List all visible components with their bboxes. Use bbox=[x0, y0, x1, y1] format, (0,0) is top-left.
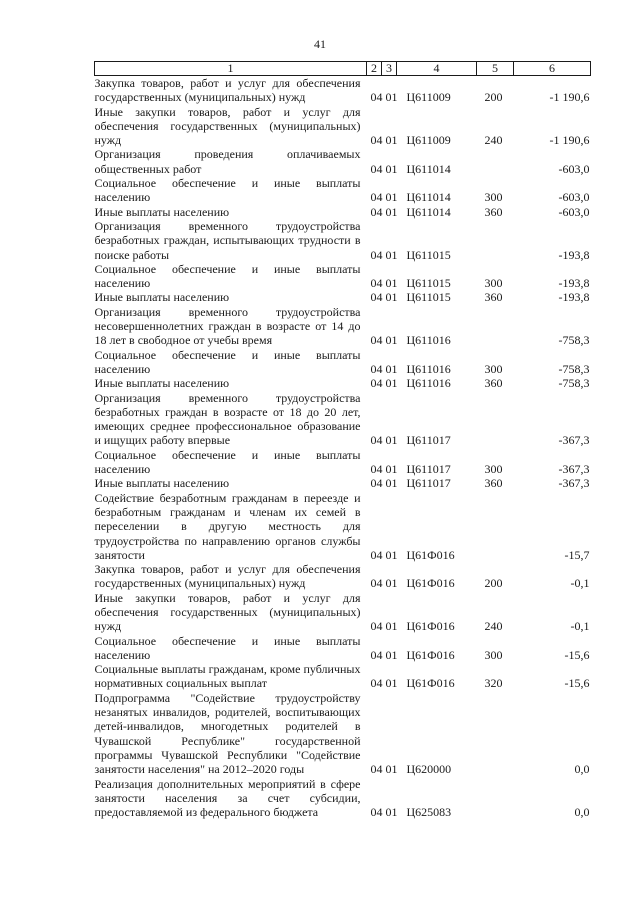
subsection-code: 01 bbox=[385, 476, 398, 491]
table-row bbox=[95, 391, 591, 448]
expense-type-code bbox=[477, 491, 514, 562]
amount: -15,7 bbox=[564, 547, 590, 562]
expense-type-code: 200 bbox=[484, 90, 503, 105]
item-name: Иные закупки товаров, работ и услуг для обеспечения государственных (муниципальных) нужд bbox=[94, 590, 361, 634]
subsection-code: 01 bbox=[385, 290, 398, 305]
section-code: 04 bbox=[370, 247, 383, 262]
header-col-4: 4 bbox=[397, 62, 477, 76]
amount: -15,6 bbox=[564, 647, 590, 662]
header-col-6: 6 bbox=[514, 62, 591, 76]
section-code: 04 bbox=[370, 290, 383, 305]
amount: -367,3 bbox=[558, 433, 590, 448]
section-code: 04 bbox=[370, 376, 383, 391]
target-article-code: Ц611009 bbox=[406, 90, 451, 105]
target-article-code: Ц61Ф016 bbox=[406, 647, 455, 662]
table-row bbox=[95, 562, 591, 591]
amount: -603,0 bbox=[558, 190, 590, 205]
target-article-code: Ц611015 bbox=[406, 247, 451, 262]
target-article-code: Ц611016 bbox=[406, 333, 451, 348]
table-row bbox=[95, 476, 591, 490]
target-article-code: Ц620000 bbox=[406, 762, 452, 777]
item-name: Социальное обеспечение и иные выплаты населению bbox=[94, 347, 361, 376]
subsection-code: 01 bbox=[385, 433, 398, 448]
amount: -367,3 bbox=[558, 462, 590, 477]
section-code: 04 bbox=[370, 333, 383, 348]
header-col-3: 3 bbox=[382, 62, 397, 76]
table-row bbox=[95, 777, 591, 820]
target-article-code: Ц61Ф016 bbox=[406, 676, 455, 691]
section-code: 04 bbox=[370, 361, 383, 376]
section-code: 04 bbox=[370, 805, 383, 820]
table-body bbox=[95, 76, 591, 820]
table-row bbox=[95, 634, 591, 663]
table-row bbox=[95, 491, 591, 562]
target-article-code: Ц611017 bbox=[406, 433, 451, 448]
section-code: 04 bbox=[370, 676, 383, 691]
target-article-code: Ц611017 bbox=[406, 462, 451, 477]
table-row bbox=[95, 105, 591, 148]
amount: -603,0 bbox=[558, 204, 590, 219]
expense-type-code bbox=[477, 305, 514, 348]
item-name: Социальное обеспечение и иные выплаты населению bbox=[94, 261, 361, 291]
expense-type-code: 200 bbox=[484, 576, 503, 591]
table-row bbox=[95, 262, 591, 291]
target-article-code: Ц61Ф016 bbox=[406, 619, 455, 634]
subsection-code: 01 bbox=[385, 462, 398, 477]
expense-type-code bbox=[477, 147, 514, 176]
item-name: Иные выплаты населению bbox=[94, 476, 230, 491]
item-name: Организация временного трудоустройства несовершеннолетних граждан в возрасте от 14 до 18 лет в свободное от учебы время bbox=[94, 304, 361, 348]
target-article-code: Ц611016 bbox=[406, 376, 451, 391]
section-code: 04 bbox=[370, 276, 383, 291]
target-article-code: Ц611017 bbox=[406, 476, 451, 491]
expense-type-code: 360 bbox=[484, 290, 503, 305]
amount: -15,6 bbox=[564, 676, 590, 691]
page-number: 41 bbox=[314, 37, 326, 51]
target-article-code: Ц611014 bbox=[406, 190, 451, 205]
target-article-code: Ц611015 bbox=[406, 276, 451, 291]
section-code: 04 bbox=[370, 647, 383, 662]
expense-type-code bbox=[477, 777, 514, 820]
subsection-code: 01 bbox=[385, 247, 398, 262]
target-article-code: Ц611009 bbox=[406, 133, 451, 148]
subsection-code: 01 bbox=[385, 762, 398, 777]
item-name: Иные выплаты населению bbox=[94, 376, 230, 391]
expense-type-code: 300 bbox=[484, 462, 503, 477]
subsection-code: 01 bbox=[385, 376, 398, 391]
section-code: 04 bbox=[370, 619, 383, 634]
target-article-code: Ц61Ф016 bbox=[406, 547, 455, 562]
table-row bbox=[95, 691, 591, 777]
amount: -758,3 bbox=[558, 376, 590, 391]
target-article-code: Ц611016 bbox=[406, 361, 451, 376]
expense-type-code: 300 bbox=[484, 190, 503, 205]
amount: -193,8 bbox=[558, 276, 590, 291]
target-article-code: Ц611014 bbox=[406, 204, 451, 219]
item-name: Социальное обеспечение и иные выплаты населению bbox=[94, 447, 361, 477]
subsection-code: 01 bbox=[385, 190, 398, 205]
amount: -758,3 bbox=[558, 361, 590, 376]
section-code: 04 bbox=[370, 161, 383, 176]
table-row bbox=[95, 76, 591, 105]
item-name: Социальные выплаты гражданам, кроме публичных нормативных социальных выплат bbox=[94, 662, 361, 691]
subsection-code: 01 bbox=[385, 576, 398, 591]
table-row bbox=[95, 290, 591, 304]
item-name: Социальное обеспечение и иные выплаты населению bbox=[94, 176, 361, 205]
target-article-code: Ц61Ф016 bbox=[406, 576, 455, 591]
amount: -193,8 bbox=[558, 290, 590, 305]
section-code: 04 bbox=[370, 762, 383, 777]
subsection-code: 01 bbox=[385, 619, 398, 634]
amount: 0,0 bbox=[574, 762, 590, 777]
target-article-code: Ц611014 bbox=[406, 161, 451, 176]
table-row bbox=[95, 448, 591, 477]
header-col-1: 1 bbox=[95, 62, 367, 76]
amount: -0,1 bbox=[570, 576, 590, 591]
header-col-2: 2 bbox=[367, 62, 382, 76]
amount: -0,1 bbox=[570, 619, 590, 634]
table-header bbox=[95, 62, 591, 76]
table-row bbox=[95, 205, 591, 219]
amount: -367,3 bbox=[558, 476, 590, 491]
subsection-code: 01 bbox=[385, 805, 398, 820]
section-code: 04 bbox=[370, 462, 383, 477]
header-col-5: 5 bbox=[477, 62, 514, 76]
amount: -1 190,6 bbox=[549, 90, 590, 105]
item-name: Организация временного трудоустройства безработных граждан в возрасте от 18 до 20 лет, имеющих среднее профессиональное образование и ищущих работу впервые bbox=[94, 390, 361, 448]
item-name: Организация временного трудоустройства безработных граждан, испытывающих трудности в поиске работы bbox=[94, 218, 361, 262]
amount: -603,0 bbox=[558, 161, 590, 176]
expense-type-code: 320 bbox=[484, 676, 503, 691]
subsection-code: 01 bbox=[385, 547, 398, 562]
item-name: Социальное обеспечение и иные выплаты населению bbox=[94, 633, 361, 662]
amount: -758,3 bbox=[558, 333, 590, 348]
subsection-code: 01 bbox=[385, 361, 398, 376]
amount: -193,8 bbox=[558, 247, 590, 262]
expense-type-code: 360 bbox=[484, 376, 503, 391]
header-row bbox=[95, 62, 591, 76]
amount: -1 190,6 bbox=[549, 133, 590, 148]
item-name: Иные выплаты населению bbox=[94, 204, 230, 219]
subsection-code: 01 bbox=[385, 333, 398, 348]
expense-type-code: 300 bbox=[484, 647, 503, 662]
budget-table bbox=[94, 61, 591, 819]
section-code: 04 bbox=[370, 133, 383, 148]
subsection-code: 01 bbox=[385, 161, 398, 176]
subsection-code: 01 bbox=[385, 204, 398, 219]
expense-type-code: 360 bbox=[484, 204, 503, 219]
amount: 0,0 bbox=[574, 805, 590, 820]
item-name: Закупка товаров, работ и услуг для обеспечения государственных (муниципальных) нужд bbox=[94, 76, 361, 105]
section-code: 04 bbox=[370, 204, 383, 219]
table-row bbox=[95, 305, 591, 348]
expense-type-code: 240 bbox=[484, 133, 503, 148]
subsection-code: 01 bbox=[385, 647, 398, 662]
table-row bbox=[95, 176, 591, 205]
subsection-code: 01 bbox=[385, 90, 398, 105]
item-name: Иные закупки товаров, работ и услуг для обеспечения государственных (муниципальных) нужд bbox=[94, 104, 361, 148]
expense-type-code: 360 bbox=[484, 476, 503, 491]
expense-type-code bbox=[477, 219, 514, 262]
expense-type-code: 240 bbox=[484, 619, 503, 634]
table-row bbox=[95, 219, 591, 262]
item-name: Иные выплаты населению bbox=[94, 290, 230, 305]
section-code: 04 bbox=[370, 476, 383, 491]
section-code: 04 bbox=[370, 90, 383, 105]
subsection-code: 01 bbox=[385, 276, 398, 291]
subsection-code: 01 bbox=[385, 676, 398, 691]
target-article-code: Ц611015 bbox=[406, 290, 451, 305]
item-name: Закупка товаров, работ и услуг для обеспечения государственных (муниципальных) нужд bbox=[94, 562, 361, 591]
table-row bbox=[95, 591, 591, 634]
section-code: 04 bbox=[370, 576, 383, 591]
item-name: Реализация дополнительных мероприятий в сфере занятости населения за счет субсидии, предоставляемой из федерального бюджета bbox=[94, 776, 361, 820]
table-row bbox=[95, 348, 591, 377]
table-row bbox=[95, 662, 591, 691]
item-name: Подпрограмма "Содействие трудоустройству незанятых инвалидов, родителей, воспитывающих детей-инвалидов, многодетных родителей в Чувашской Республике" государственной программы Чувашской Республики "Содействие занятости населения" на 2012–2020 годы bbox=[94, 690, 361, 777]
table-row bbox=[95, 376, 591, 390]
expense-type-code bbox=[477, 391, 514, 448]
section-code: 04 bbox=[370, 433, 383, 448]
expense-type-code: 300 bbox=[484, 276, 503, 291]
subsection-code: 01 bbox=[385, 133, 398, 148]
section-code: 04 bbox=[370, 190, 383, 205]
target-article-code: Ц625083 bbox=[406, 805, 452, 820]
table-row bbox=[95, 147, 591, 176]
item-name: Организация проведения оплачиваемых общественных работ bbox=[94, 147, 361, 176]
expense-type-code: 300 bbox=[484, 361, 503, 376]
item-name: Содействие безработным гражданам в переезде и безработным гражданам и членам их семей в переселении в другую местность для трудоустройства по направлению органов службы занятости bbox=[94, 490, 361, 562]
section-code: 04 bbox=[370, 547, 383, 562]
expense-type-code bbox=[477, 691, 514, 777]
